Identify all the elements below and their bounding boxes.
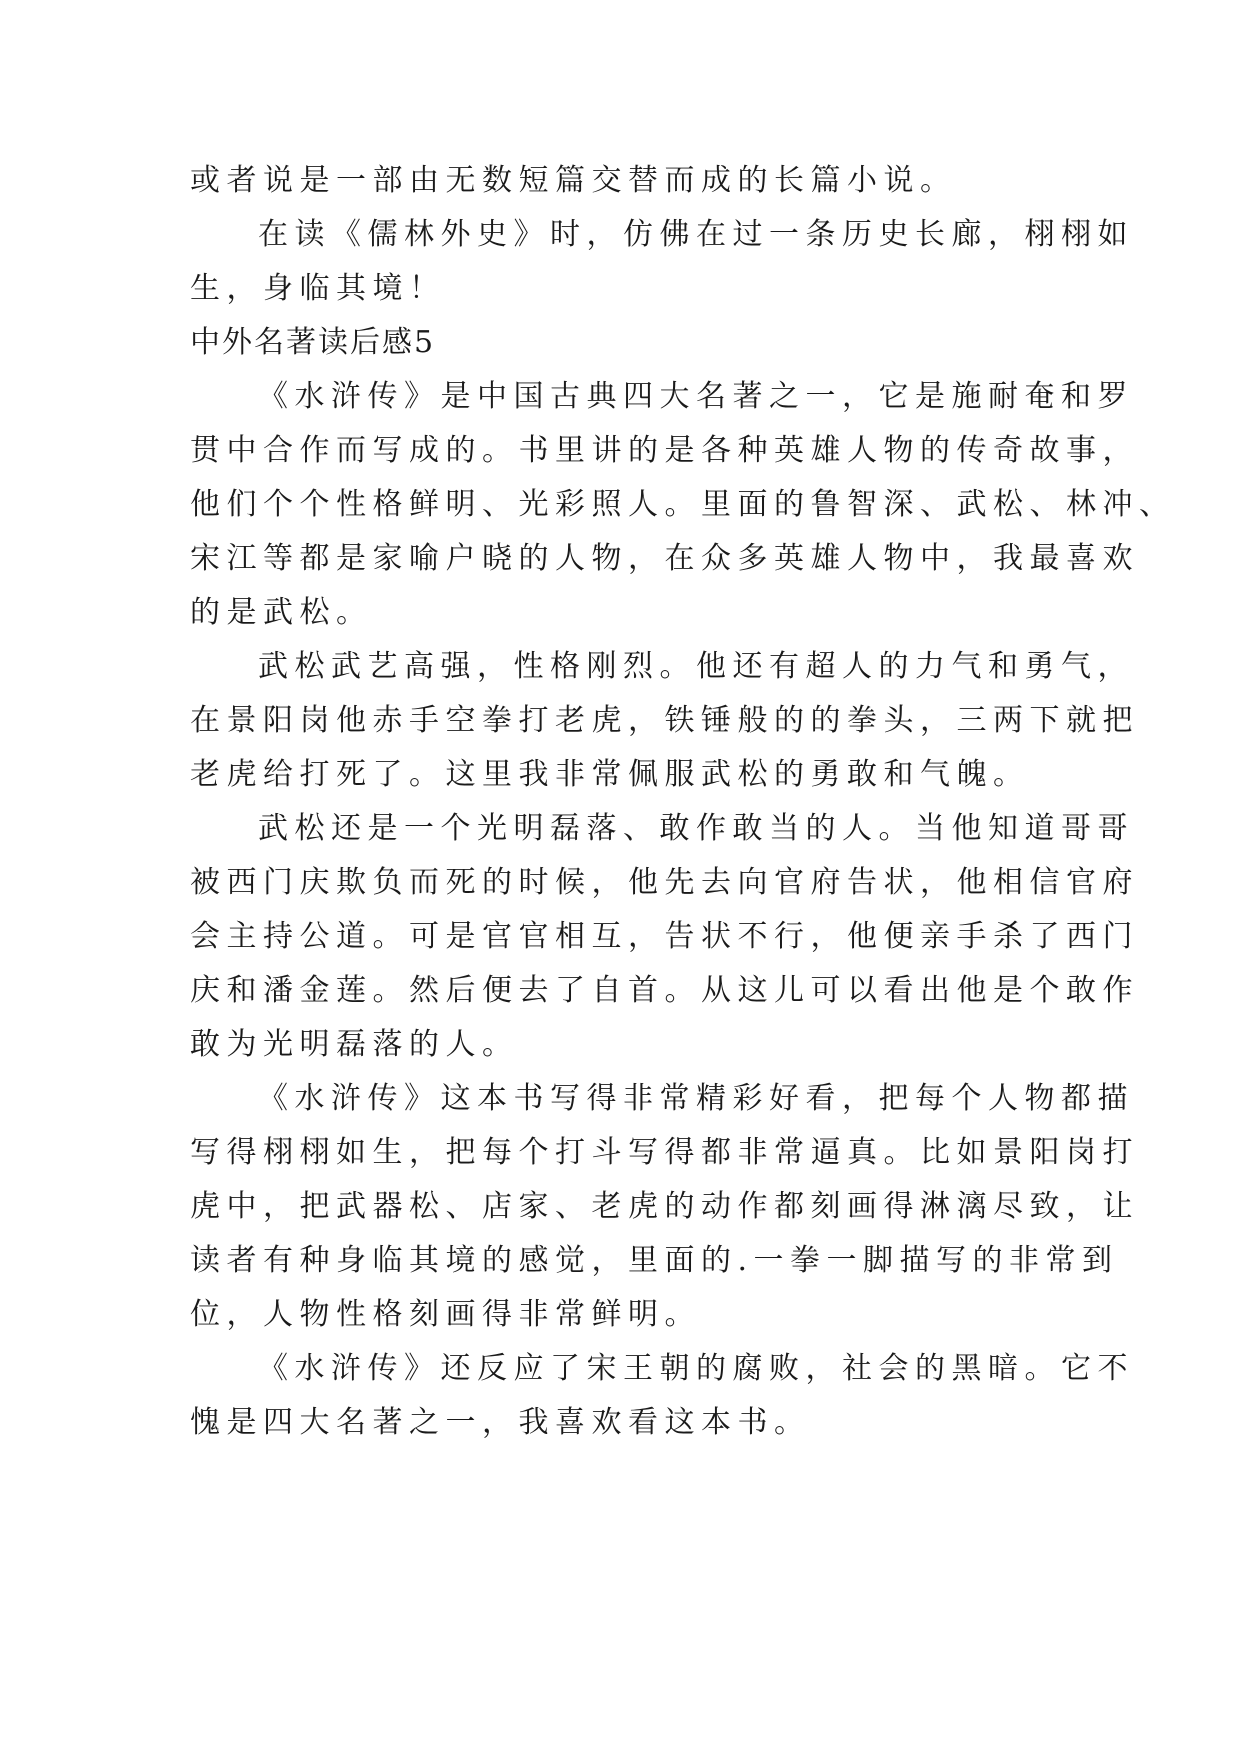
- text-line: 敢为光明磊落的人。: [190, 1027, 519, 1062]
- text-line: 武松还是一个光明磊落、敢作敢当的人。当他知道哥哥: [258, 811, 1134, 846]
- text-line: 他们个个性格鲜明、光彩照人。里面的鲁智深、武松、林冲、: [190, 487, 1176, 522]
- text-line: 的是武松。: [190, 595, 373, 630]
- text-line: 愧是四大名著之一，我喜欢看这本书。: [190, 1405, 811, 1440]
- text-line: 被西门庆欺负而死的时候，他先去向官府告状，他相信官府: [190, 865, 1139, 900]
- text-line: 贯中合作而写成的。书里讲的是各种英雄人物的传奇故事，: [190, 433, 1139, 468]
- text-line: 《水浒传》是中国古典四大名著之一，它是施耐奄和罗: [258, 379, 1134, 414]
- text-line: 或者说是一部由无数短篇交替而成的长篇小说。: [190, 163, 957, 198]
- text-line: 会主持公道。可是官官相互，告状不行，他便亲手杀了西门: [190, 919, 1139, 954]
- text-line: 宋江等都是家喻户晓的人物，在众多英雄人物中，我最喜欢: [190, 541, 1139, 576]
- text-line: 读者有种身临其境的感觉，里面的.一拳一脚描写的非常到: [190, 1243, 1119, 1278]
- text-line: 在读《儒林外史》时，仿佛在过一条历史长廊，栩栩如: [258, 217, 1134, 252]
- document-page: [190, 154, 1176, 1450]
- text-line: 武松武艺高强，性格刚烈。他还有超人的力气和勇气，: [258, 649, 1134, 684]
- text-line: 《水浒传》还反应了宋王朝的腐败，社会的黑暗。它不: [258, 1351, 1134, 1386]
- text-line: 写得栩栩如生，把每个打斗写得都非常逼真。比如景阳岗打: [190, 1135, 1139, 1170]
- text-line: 生，身临其境！: [190, 271, 446, 306]
- text-line: 老虎给打死了。这里我非常佩服武松的勇敢和气魄。: [190, 757, 1030, 792]
- section-heading: 中外名著读后感5: [190, 325, 436, 360]
- text-line: 《水浒传》这本书写得非常精彩好看，把每个人物都描: [258, 1081, 1134, 1116]
- text-line: 位，人物性格刻画得非常鲜明。: [190, 1297, 701, 1332]
- text-line: 虎中，把武器松、店家、老虎的动作都刻画得淋漓尽致，让: [190, 1189, 1139, 1224]
- text-line: 庆和潘金莲。然后便去了自首。从这儿可以看出他是个敢作: [190, 973, 1139, 1008]
- text-line: 在景阳岗他赤手空拳打老虎，铁锤般的的拳头，三两下就把: [190, 703, 1139, 738]
